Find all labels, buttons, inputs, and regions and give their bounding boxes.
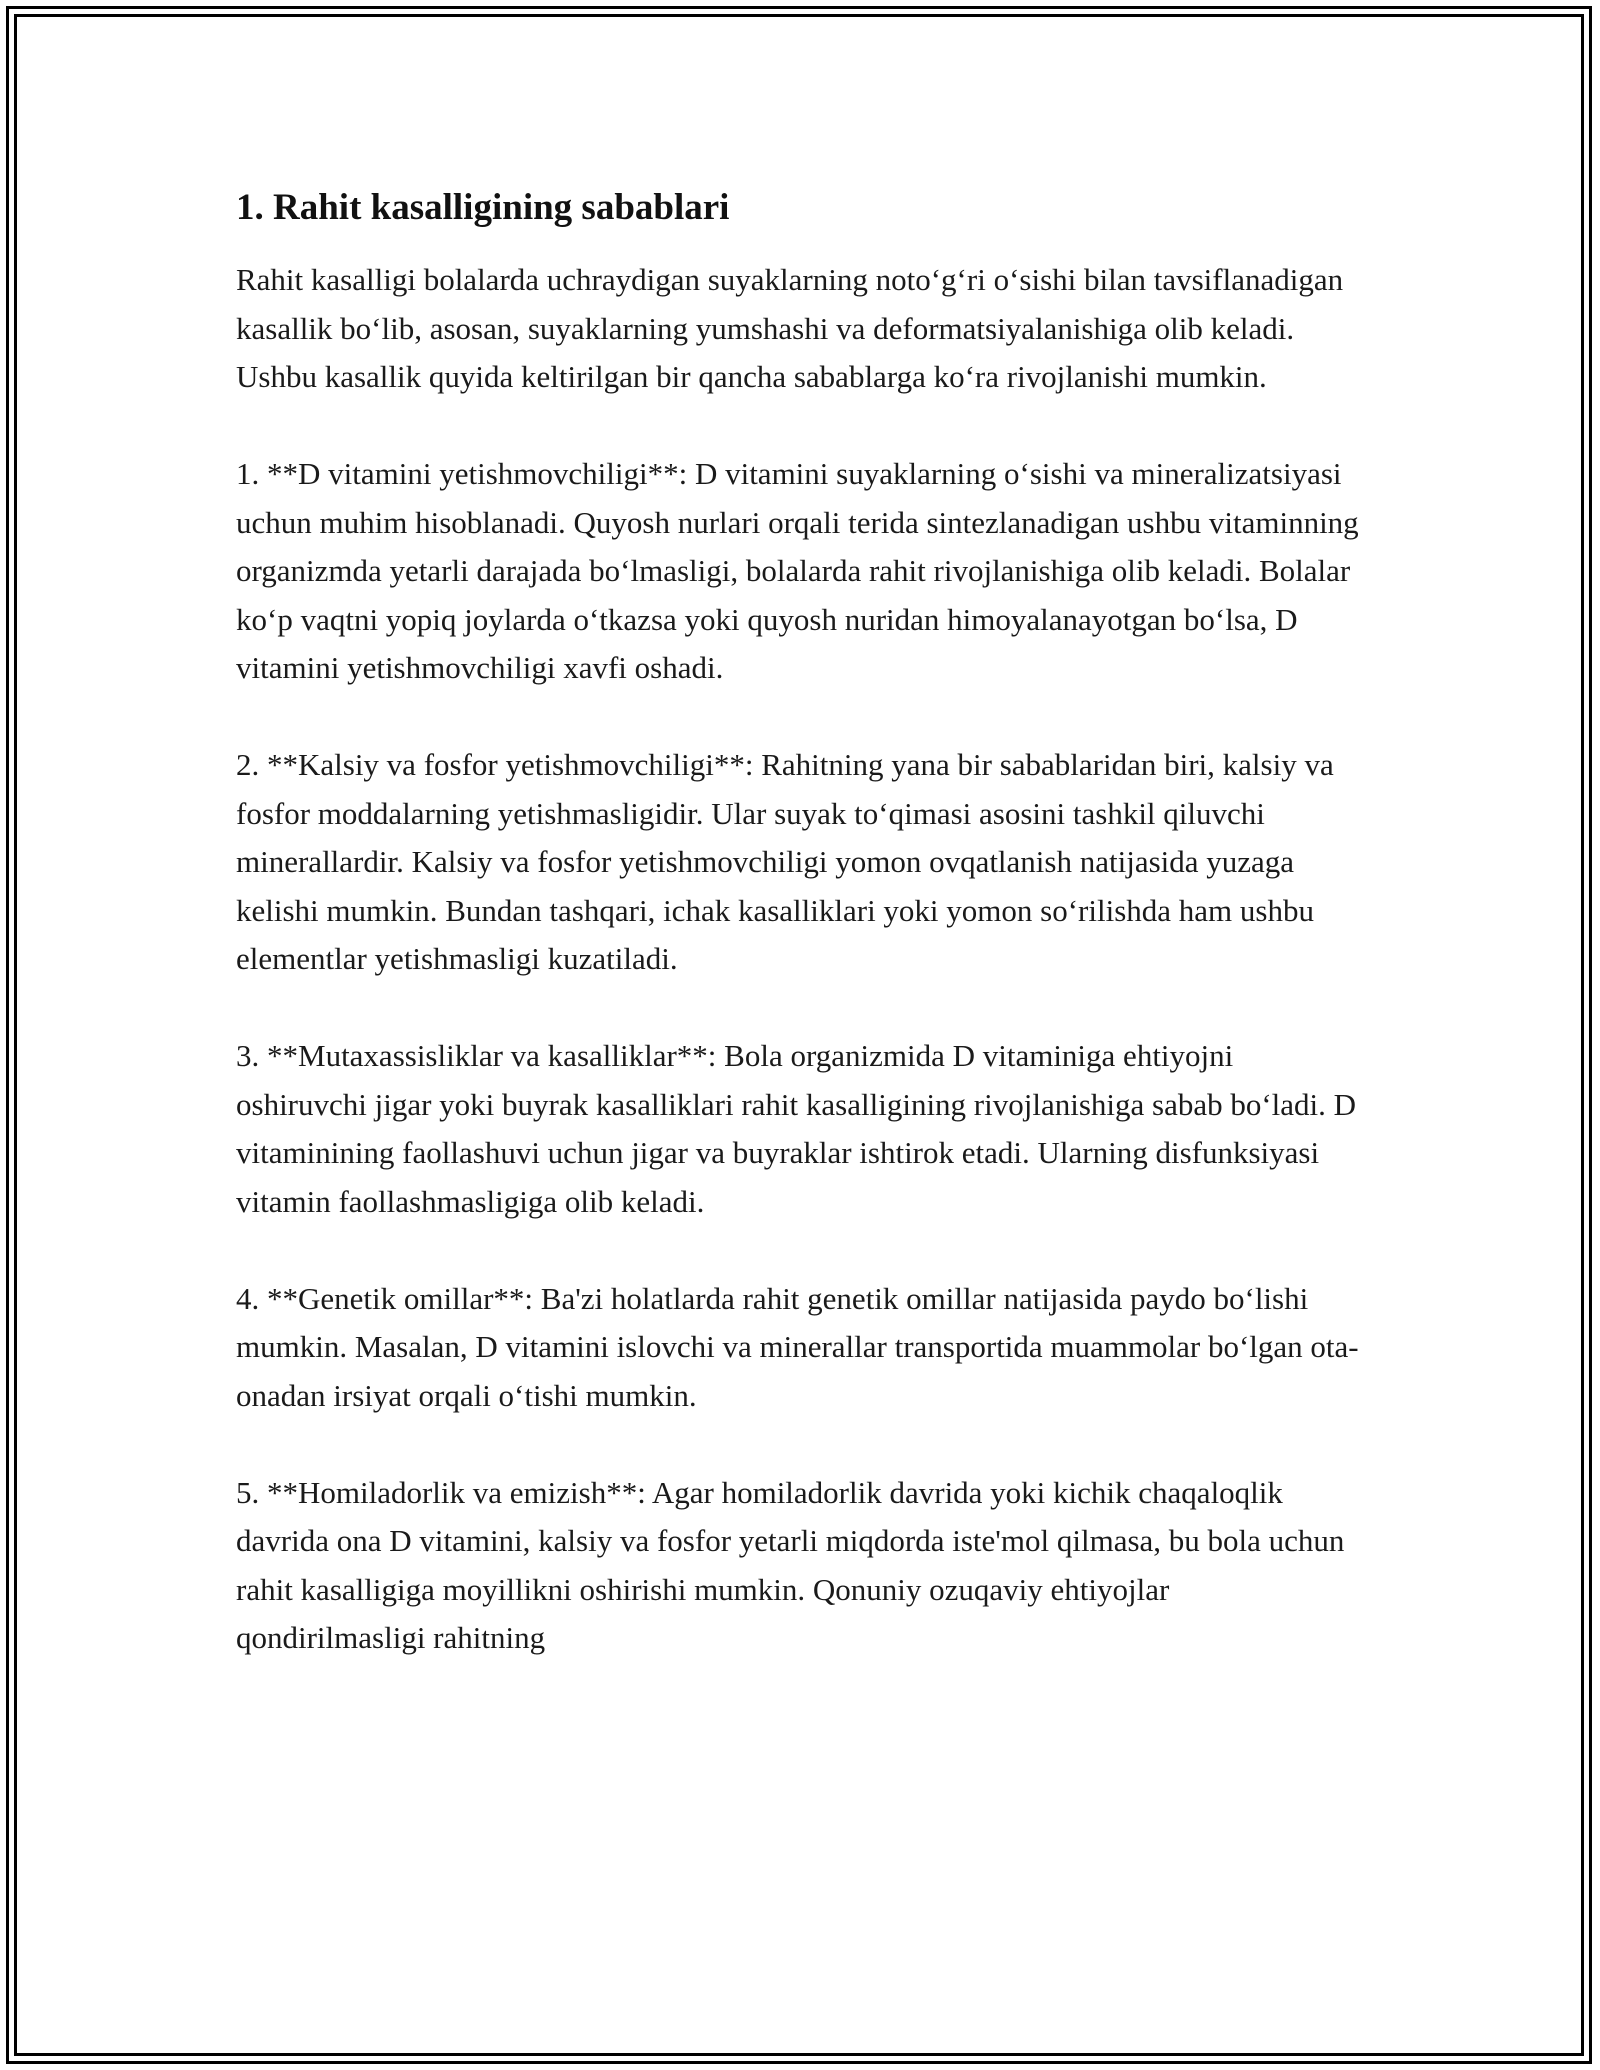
intro-paragraph: Rahit kasalligi bolalarda uchraydigan suyaklarning noto‘g‘ri o‘sishi bilan tavsiflanadigan kasallik bo‘lib, asosan, suyaklarning yumshashi va deformatsiyalanishiga olib keladi. Ushbu kasallik quyida keltirilgan bir qancha sabablarga ko‘ra rivojlanishi mumkin.	[236, 262, 1344, 394]
cause-3-paragraph: 3. **Mutaxassisliklar va kasalliklar**: Bola organizmida D vitaminiga ehtiyojni oshiruvchi jigar yoki buyrak kasalliklari rahit kasalligining rivojlanishiga sabab bo‘ladi. D vitaminining faollashuvi uchun jigar va buyraklar ishtirok etadi. Ularning disfunksiyasi vitamin faollashmasligiga olib keladi.	[236, 1038, 1357, 1219]
cause-2-paragraph: 2. **Kalsiy va fosfor yetishmovchiligi**: Rahitning yana bir sabablaridan biri, kalsiy va fosfor moddalarning yetishmasligidir. Ular suyak to‘qimasi asosini tashkil qiluvchi minerallardir. Kalsiy va fosfor yetishmovchiligi yomon ovqatlanish natijasida yuzaga kelishi mumkin. Bundan tashqari, ichak kasalliklari yoki yomon so‘rilishda ham ushbu elementlar yetishmasligi kuzatiladi.	[236, 747, 1334, 976]
cause-4-paragraph: 4. **Genetik omillar**: Ba'zi holatlarda rahit genetik omillar natijasida paydo bo‘lishi mumkin. Masalan, D vitamini islovchi va minerallar transportida muammolar bo‘lgan ota-onadan irsiyat orqali o‘tishi mumkin.	[236, 1280, 1359, 1413]
cause-1-paragraph: 1. **D vitamini yetishmovchiligi**: D vitamini suyaklarning o‘sishi va mineralizatsiyasi uchun muhim hisoblanadi. Quyosh nurlari orqali terida sintezlanadigan ushbu vitaminning organizmda yetarli darajada bo‘lmasligi, bolalarda rahit rivojlanishiga olib keladi. Bolalar ko‘p vaqtni yopiq joylarda o‘tkazsa yoki quyosh nuridan himoyalanayotgan bo‘lsa, D vitamini yetishmovchiligi xavfi oshadi.	[236, 456, 1359, 685]
section-heading: 1. Rahit kasalligining sabablari	[236, 187, 730, 228]
cause-5-paragraph: 5. **Homiladorlik va emizish**: Agar homiladorlik davrida yoki kichik chaqaloqlik davrida ona D vitamini, kalsiy va fosfor yetarli miqdorda iste'mol qilmasa, bu bola uchun rahit kasalligiga moyillikni oshirishi mumkin. Qonuniy ozuqaviy ehtiyojlar qondirilmasligi rahitning	[236, 1474, 1345, 1655]
document-body	[236, 186, 1366, 1711]
